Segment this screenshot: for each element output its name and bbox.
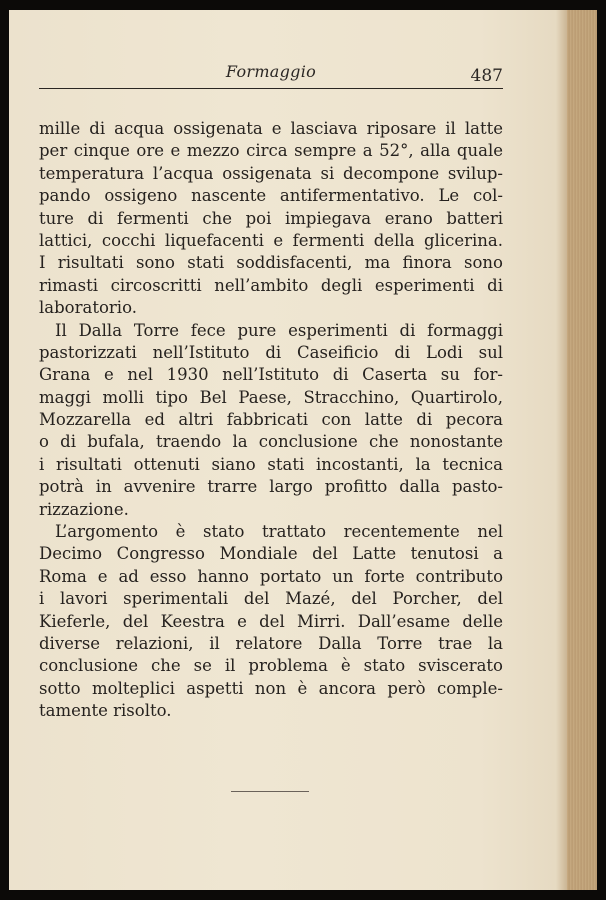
text-line: I risultati sono stati soddisfacenti, ma finora sono: [39, 253, 503, 273]
paragraph-3: [39, 521, 503, 723]
text-line: Roma e ad esso hanno portato un forte contributo: [39, 566, 503, 586]
text-line: ture di fermenti che poi impiegava erano batteri: [39, 208, 503, 228]
text-line: Kieferle, del Keestra e del Mirri. Dall’esame delle: [39, 611, 503, 631]
page-number: 487: [470, 66, 503, 86]
text-line: Il Dalla Torre fece pure esperimenti di formaggi: [55, 320, 503, 340]
book-page: [9, 10, 597, 890]
text-line: i lavori sperimentali del Mazé, del Porcher, del: [39, 589, 503, 609]
body-text: [39, 118, 503, 723]
text-line: Mozzarella ed altri fabbricati con latte di pecora: [39, 410, 503, 430]
section-end-rule: [231, 791, 309, 792]
text-line: conclusione che se il problema è stato sviscerato: [39, 656, 503, 676]
text-line: lattici, cocchi liquefacenti e fermenti della glicerina.: [39, 230, 503, 250]
paragraph-2: [39, 320, 503, 522]
page-edge-stack: [567, 10, 597, 890]
text-line: pando ossigeno nascente antifermentativo. Le col-: [39, 186, 503, 206]
text-line: Grana e nel 1930 nell’Istituto di Caserta su for-: [39, 365, 503, 385]
text-line: tamente risolto.: [39, 701, 172, 721]
text-line: i risultati ottenuti siano stati incostanti, la tecnica: [39, 454, 503, 474]
text-line: temperatura l’acqua ossigenata si decompone svilup-: [39, 163, 503, 183]
text-line: L’argomento è stato trattato recentemente nel: [55, 522, 503, 542]
text-line: per cinque ore e mezzo circa sempre a 52°, alla quale: [39, 141, 503, 161]
text-line: rizzazione.: [39, 499, 129, 519]
text-line: diverse relazioni, il relatore Dalla Torre trae la: [39, 633, 503, 653]
text-line: o di bufala, traendo la conclusione che nonostante: [39, 432, 503, 452]
text-line: laboratorio.: [39, 298, 137, 318]
text-line: maggi molli tipo Bel Paese, Stracchino, Quartirolo,: [39, 387, 503, 407]
text-line: rimasti circoscritti nell’ambito degli esperimenti di: [39, 275, 503, 295]
running-title: Formaggio: [225, 62, 317, 81]
page-header: [39, 52, 503, 89]
text-line: mille di acqua ossigenata e lasciava riposare il latte: [39, 119, 503, 138]
text-line: Decimo Congresso Mondiale del Latte tenutosi a: [39, 544, 503, 564]
text-line: pastorizzati nell’Istituto di Caseificio di Lodi sul: [39, 342, 503, 362]
text-line: potrà in avvenire trarre largo profitto dalla pasto-: [39, 477, 503, 497]
paragraph-1: [39, 118, 503, 320]
text-line: sotto molteplici aspetti non è ancora però comple-: [39, 678, 503, 698]
